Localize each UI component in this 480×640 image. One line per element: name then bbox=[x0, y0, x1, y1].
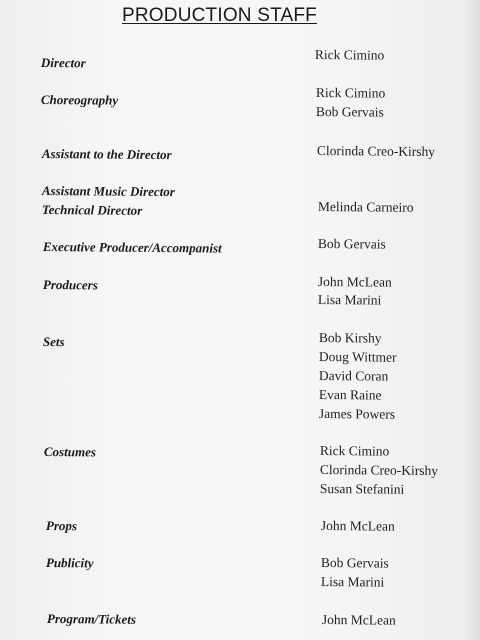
credit-name: John McLean bbox=[321, 611, 396, 628]
credit-name: Rick Cimino bbox=[314, 46, 385, 63]
credit-name: Bob Gervais bbox=[317, 235, 386, 252]
credit-name: Bob Gervais bbox=[315, 103, 384, 120]
role-technical-director: Technical Director bbox=[41, 201, 143, 218]
role-publicity: Publicity bbox=[45, 554, 94, 571]
credit-name: Clorinda Creo-Kirshy bbox=[319, 461, 439, 479]
role-costumes: Costumes bbox=[43, 443, 97, 460]
credit-name: Doug Wittmer bbox=[318, 348, 397, 365]
role-program-tickets: Program/Tickets bbox=[46, 610, 137, 627]
credit-name: David Coran bbox=[318, 367, 389, 384]
role-assistant-music-director: Assistant Music Director bbox=[41, 182, 175, 200]
page-edge-shadow bbox=[466, 0, 480, 640]
role-executive-producer: Executive Producer/Accompanist bbox=[42, 238, 222, 256]
page-title: PRODUCTION STAFF bbox=[122, 5, 317, 26]
role-sets: Sets bbox=[42, 333, 65, 350]
credit-name: Clorinda Creo-Kirshy bbox=[316, 142, 436, 160]
credit-name: Rick Cimino bbox=[319, 442, 390, 459]
credit-name: Rick Cimino bbox=[315, 84, 386, 101]
role-director: Director bbox=[40, 54, 86, 71]
role-choreography: Choreography bbox=[40, 91, 119, 108]
role-producers: Producers bbox=[42, 276, 98, 293]
credit-name: Melinda Carneiro bbox=[317, 198, 414, 215]
role-assistant-to-director: Assistant to the Director bbox=[41, 145, 172, 163]
credit-name: Bob Gervais bbox=[320, 554, 389, 571]
credit-name: John McLean bbox=[320, 517, 395, 534]
credit-name: James Powers bbox=[318, 405, 396, 422]
credit-name: John McLean bbox=[317, 273, 392, 290]
role-props: Props bbox=[45, 517, 78, 534]
credit-name: Susan Stefanini bbox=[319, 480, 405, 497]
credit-name: Lisa Marini bbox=[320, 573, 385, 590]
credit-name: Lisa Marini bbox=[317, 291, 382, 308]
credit-name: Bob Kirshy bbox=[318, 329, 382, 346]
credit-name: Evan Raine bbox=[318, 386, 382, 403]
